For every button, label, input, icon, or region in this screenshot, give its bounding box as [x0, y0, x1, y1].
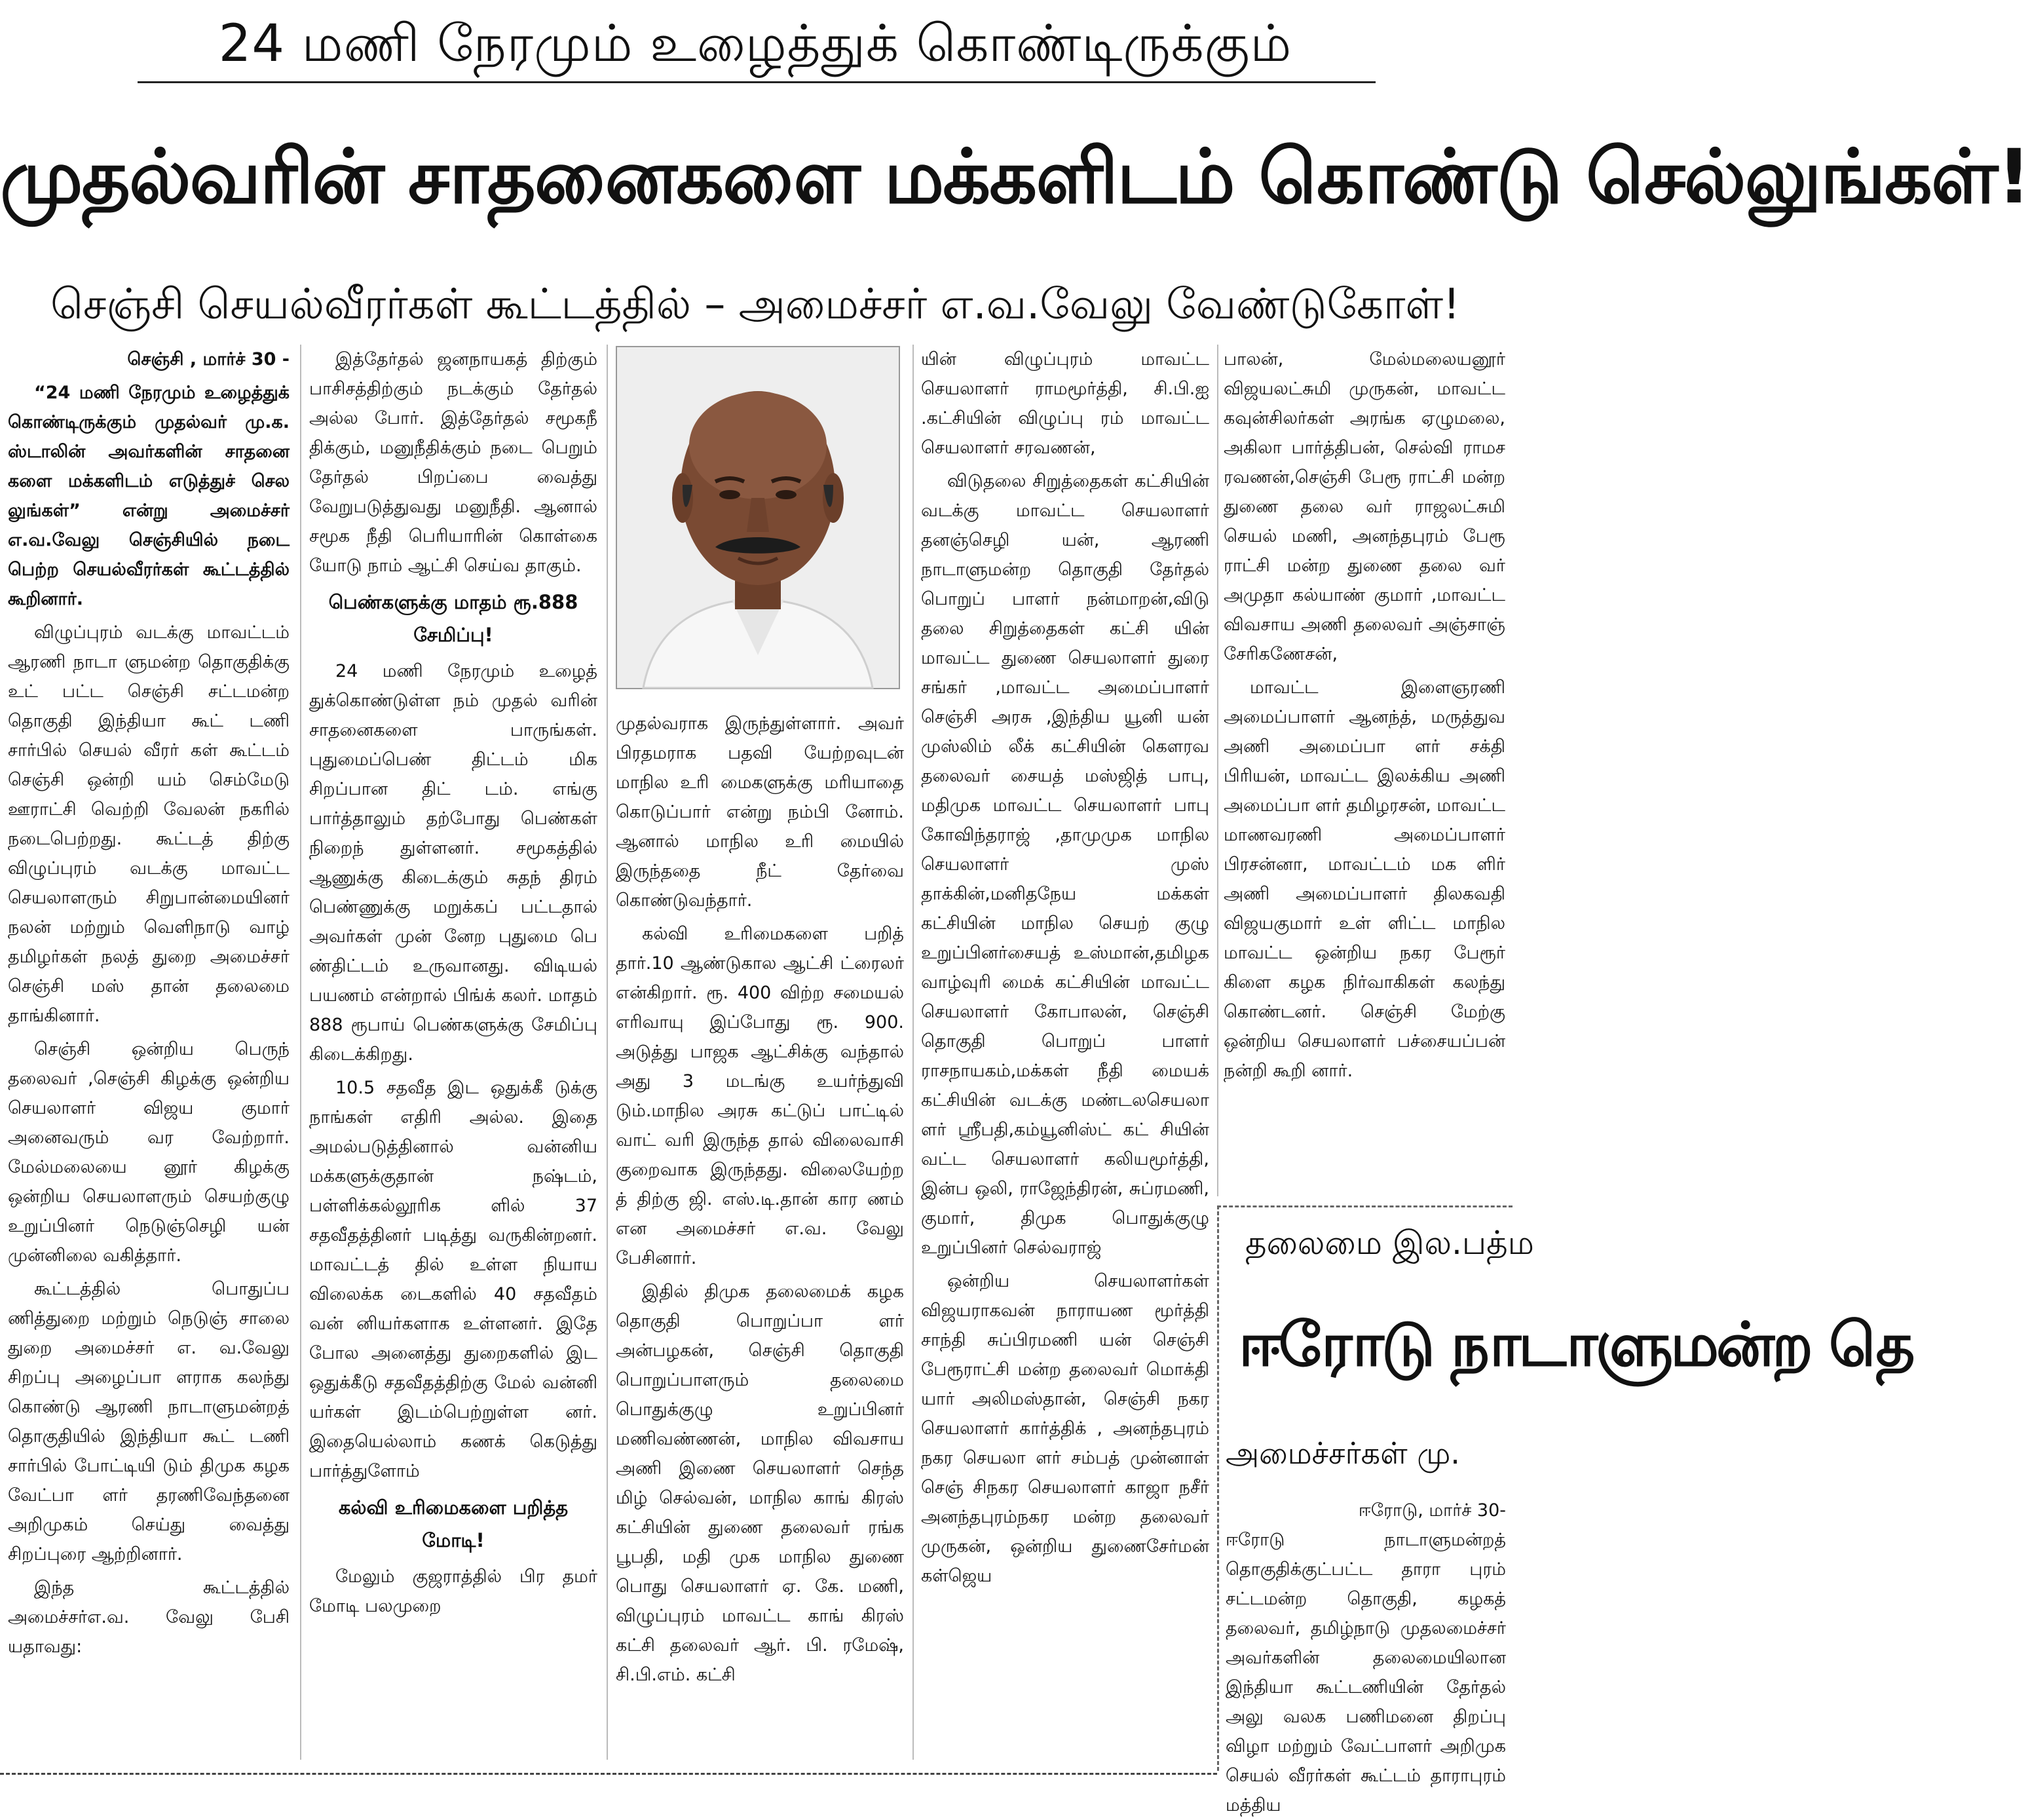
sidebar-paragraph: ஈரோடு நாடாளுமன்றத் தொகுதிக்குட்பட்ட தாரா புரம் சட்டமன்ற தொகுதி, கழகத் தலைவர், தமிழ்நாடு முதலமைச்சர் அவர்களின் தலைமையிலான இந்தியா கூட்டணியின் தேர்தல் அலு வலக பணிமனை திறப்பு விழா மற்றும் வேட்பாளர் அறிமுக செயல் வீரர்கள் கூட்டம் தாராபுரம் மத்திய [1226, 1530, 1506, 1815]
paragraph: இத்தேர்தல் ஜனநாயகத் திற்கும் பாசிசத்திற்கும் நடக்கும் தேர்தல் அல்ல போர். இத்தேர்தல் சமூகநீ திக்கும், மனுநீதிக்கும் நடை பெறும் தேர்தல் பிறப்பை வைத்து வேறுபடுத்துவது மனுநீதி. ஆனால் சமூக நீதி பெரியாரின் கொள்கை யோடு நாம் ஆட்சி செய்வ தாகும். [309, 349, 597, 576]
subheading-education: கல்வி உரிமைகளை பறித்த மோடி! [338, 1496, 569, 1551]
paragraph: ஒன்றிய செயலாளர்கள் விஜயராகவன் நாராயண மூர்த்தி சாந்தி சுப்பிரமணி யன் செஞ்சி பேரூராட்சி மன்ற தலைவர் மொக்தி யார் அலிமஸ்தான், செஞ்சி நகர செயலாளர் கார்த்திக் , அனந்தபுரம் நகர செயலா ளர் சம்பத் முன்னாள் செஞ் சிநகர செயலாளர் காஜா நசீர் அனந்தபுரம்நகர மன்ற தலைவர் முருகன், ஒன்றிய துணைசேர்மன் கள்ஜெய [921, 1271, 1209, 1586]
paragraph: இந்த கூட்டத்தில் அமைச்சர்எ.வ. வேலு பேசி யதாவது: [8, 1578, 290, 1657]
portrait-illustration [617, 347, 899, 688]
paragraph: கல்வி உரிமைகளை பறித் தார்.10 ஆண்டுகால ஆட்சி ட்ரைலர் என்கிறார். ரூ. 400 விற்ற சமையல் எரிவாயு இப்போது ரூ. 900. அடுத்து பாஜக ஆட்சிக்கு வந்தால் அது 3 மடங்கு உயர்ந்துவி டும்.மாநில அரசு கட்டுப் பாட்டில் வாட் வரி இருந்த தால் விலைவாசி குறைவாக இருந்தது. விலையேற்ற த் திற்கு ஜி. எஸ்.டி.தான் கார ணம் என அமைச்சர் எ.வ. வேலு பேசினார். [616, 924, 904, 1268]
dateline: செஞ்சி , மார்ச் 30 - [127, 349, 290, 370]
kicker-headline: 24 மணி நேரமும் உழைத்துக் கொண்டிருக்கும் [218, 14, 1292, 73]
paragraph: யின் விழுப்புரம் மாவட்ட செயலாளர் ராமமூர்த்தி, சி.பி.ஐ .கட்சியின் விழுப்பு ரம் மாவட்ட செயலாளர் சரவணன், [921, 349, 1209, 458]
paragraph: பாலன், மேல்மலையனூர் விஜயலட்சுமி முருகன், மாவட்ட கவுன்சிலர்கள் அரங்க ஏழுமலை, அகிலா பார்த்திபன், செல்வி ராமச ரவணன்,செஞ்சி பேரூ ராட்சி மன்ற துணை தலை வர் ராஜலட்சுமி செயல் மணி, அனந்தபுரம் பேரூ ராட்சி மன்ற துணை தலை வர் அமுதா கல்யாண் குமார் ,மாவட்ட விவசாய அணி தலைவர் அஞ்சாஞ் சேரிகணேசன், [1224, 349, 1505, 664]
column-divider [1217, 345, 1218, 1196]
paragraph: முதல்வராக இருந்துள்ளார். அவர் பிரதமராக பதவி யேற்றவுடன் மாநில உரி மைகளுக்கு மரியாதை கொடுப்பார் என்று நம்பி னோம். ஆனால் மாநில உரி மையில் இருந்ததை நீட் தேர்வை கொண்டுவந்தார். [616, 713, 904, 911]
article-column-1 [8, 345, 290, 1760]
paragraph: 10.5 சதவீத இட ஒதுக்கீ டுக்கு நாங்கள் எதிரி அல்ல. இதை அமல்படுத்தினால் வன்னிய மக்களுக்குதான் நஷ்டம், பள்ளிக்கல்லூரிக ளில் 37 சதவீதத்தினர் படித்து வருகின்றனர். மாவட்டத் தில் உள்ள நியாய விலைக்க டைகளில் 40 சதவீதம் வன் னியர்களாக உள்ளனர். இதே போல அனைத்து துறைகளில் இட ஒதுக்கீடு சதவீதத்திற்கு மேல் வன்னி யர்கள் இடம்பெற்றுள்ள னர். இதையெல்லாம் கணக் கெடுத்து பார்த்துளோம் [309, 1078, 597, 1481]
column-divider [300, 345, 301, 1760]
sub-headline: செஞ்சி செயல்வீரர்கள் கூட்டத்தில் – அமைச்சர் எ.வ.வேலு வேண்டுகோள்! [50, 280, 1460, 329]
sidebar-story-box [1217, 1205, 1913, 1815]
sidebar-story-body [1226, 1496, 1506, 1820]
article-column-5 [1224, 345, 1505, 1196]
paragraph: கூட்டத்தில் பொதுப்ப ணித்துறை மற்றும் நெடுஞ் சாலை துறை அமைச்சர் எ. வ.வேலு சிறப்பு அழைப்பா ளராக கலந்து கொண்டு ஆரணி நாடாளுமன்றத் தொகுதியில் இந்தியா கூட் டணி சார்பில் போட்டியி டும் திமுக கழக வேட்பா ளர் தரணிவேந்தனை அறிமுகம் செய்து வைத்து சிறப்புரை ஆற்றினார். [8, 1279, 290, 1564]
paragraph: விழுப்புரம் வடக்கு மாவட்டம் ஆரணி நாடா ளுமன்ற தொகுதிக்கு உட் பட்ட செஞ்சி சட்டமன்ற தொகுதி இந்தியா கூட் டணி சார்பில் செயல் வீரர் கள் கூட்டம் செஞ்சி ஒன்றி யம் செம்மேடு ஊராட்சி வெற்றி வேலன் நகரில் நடைபெற்றது. கூட்டத் திற்கு விழுப்புரம் வடக்கு மாவட்ட செயலாளரும் சிறுபான்மையினர் நலன் மற்றும் வெளிநாடு வாழ் தமிழர்கள் நலத் துறை அமைச்சர் செஞ்சி மஸ் தான் தலைமை தாங்கினார். [8, 622, 290, 1026]
subheading-savings: பெண்களுக்கு மாதம் ரூ.888 சேமிப்பு! [328, 591, 578, 646]
main-headline: முதல்வரின் சாதனைகளை மக்களிடம் கொண்டு செல்லுங்கள்! [0, 133, 2030, 220]
article-column-3 [616, 709, 904, 1760]
bottom-dashed-rule [0, 1773, 1217, 1775]
paragraph: விடுதலை சிறுத்தைகள் கட்சியின் வடக்கு மாவட்ட செயலாளர் தனஞ்செழி யன், ஆரணி நாடாளுமன்ற தொகுதி தேர்தல் பொறுப் பாளர் நன்மாறன்,விடு தலை சிறுத்தைகள் கட்சி யின் மாவட்ட துணை செயலாளர் துரை சங்கர் ,மாவட்ட அமைப்பாளர் செஞ்சி அரசு ,இந்திய யூனி யன் முஸ்லிம் லீக் கட்சியின் கௌரவ தலைவர் சையத் மஸ்ஜித் பாபு, மதிமுக மாவட்ட செயலாளர் பாபு கோவிந்தராஜ் ,தாமுமுக மாநில செயலாளர் முஸ் தாக்கின்,மனிதநேய மக்கள் கட்சியின் மாநில செயற் குழு உறுப்பினர்சையத் உஸ்மான்,தமிழக வாழ்வுரி மைக் கட்சியின் மாவட்ட செயலாளர் கோபாலன், செஞ்சி தொகுதி பொறுப் பாளர் ராசநாயகம்,மக்கள் நீதி மையக் கட்சியின் வடக்கு மண்டலசெயலா ளர் ஸ்ரீபதி,கம்யூனிஸ்ட் கட் சியின் வட்ட செயலாளர் கலியமூர்த்தி, இன்ப ஒலி, ராஜேந்திரன், சுப்ரமணி, குமார், திமுக பொதுக்குழு உறுப்பினர் செல்வராஜ் [921, 471, 1209, 1258]
article-column-2 [309, 345, 597, 1760]
column-divider [607, 345, 608, 1760]
sidebar-dateline: ஈரோடு, மார்ச் 30- [1358, 1500, 1506, 1521]
paragraph: மாவட்ட இளைஞரணி அமைப்பாளர் ஆனந்த், மருத்துவ அணி அமைப்பா ளர் சக்தி பிரியன், மாவட்ட இலக்கிய அணி அமைப்பா ளர் தமிழரசன், மாவட்ட மாணவரணி அமைப்பாளர் பிரசன்னா, மாவட்டம் மக ளிர் அணி அமைப்பாளர் திலகவதி விஜயகுமார் உள் ளிட்ட மாநில மாவட்ட ஒன்றிய நகர பேரூர் கிளை கழக நிர்வாகிகள் கலந்து கொண்டனர். செஞ்சி மேற்கு ஒன்றிய செயலாளர் பச்சையப்பன் நன்றி கூறி னார். [1224, 677, 1505, 1081]
paragraph: மேலும் குஜராத்தில் பிர தமர் மோடி பலமுறை [309, 1566, 597, 1616]
paragraph: செஞ்சி ஒன்றிய பெருந் தலைவர் ,செஞ்சி கிழக்கு ஒன்றிய செயலாளர் விஜய குமார் அனைவரும் வர வேற்றார். மேல்மலையை னூர் கிழக்கு ஒன்றிய செயலாளரும் செயற்குழு உறுப்பினர் நெடுஞ்செழி யன் முன்னிலை வகித்தார். [8, 1039, 290, 1266]
paragraph: இதில் திமுக தலைமைக் கழக தொகுதி பொறுப்பா ளர் அன்பழகன், செஞ்சி தொகுதி பொறுப்பாளரும் தலைமை பொதுக்குழு உறுப்பினர் மணிவண்ணன், மாநில விவசாய அணி இணை செயலாளர் செந்த மிழ் செல்வன், மாநில காங் கிரஸ் கட்சியின் துணை தலைவர் ரங்க பூபதி, மதி முக மாநில துணை பொது செயலாளர் ஏ. கே. மணி, விழுப்புரம் மாவட்ட காங் கிரஸ் கட்சி தலைவர் ஆர். பி. ரமேஷ், சி.பி.எம். கட்சி [616, 1281, 904, 1685]
sidebar-story-title: தலைமை இல.பத்ம [1245, 1224, 1534, 1262]
sidebar-story-headline: ஈரோடு நாடாளுமன்ற தெ [1239, 1310, 1913, 1380]
column-divider [912, 345, 914, 1760]
minister-photo [616, 346, 900, 689]
kicker-rule [138, 81, 1376, 83]
lead-paragraph: “24 மணி நேரமும் உழைத்துக் கொண்டிருக்கும் முதல்வர் மு.க. ஸ்டாலின் அவர்களின் சாதனை களை மக்களிடம் எடுத்துச் செல லுங்கள்” என்று அமைச்சர் எ.வ.வேலு செஞ்சியில் நடை பெற்ற செயல்வீரர்கள் கூட்டத்தில் கூறினார். [8, 383, 290, 609]
paragraph: 24 மணி நேரமும் உழைத் துக்கொண்டுள்ள நம் முதல் வரின் சாதனைகளை பாருங்கள். புதுமைப்பெண் திட்டம் மிக சிறப்பான திட் டம். எங்கு பார்த்தாலும் தற்போது பெண்கள் நிறைந் துள்ளனர். சமூகத்தில் ஆணுக்கு கிடைக்கும் சுதந் திரம் பெண்ணுக்கு மறுக்கப் பட்டதால் அவர்கள் முன் னேற புதுமை பெ ண்திட்டம் உருவானது. விடியல் பயணம் என்றால் பிங்க் கலர். மாதம் 888 ரூபாய் பெண்களுக்கு சேமிப்பு கிடைக்கிறது. [309, 661, 597, 1065]
article-column-4 [921, 345, 1209, 1760]
sidebar-story-subhead: அமைச்சர்கள் மு. [1226, 1435, 1460, 1471]
